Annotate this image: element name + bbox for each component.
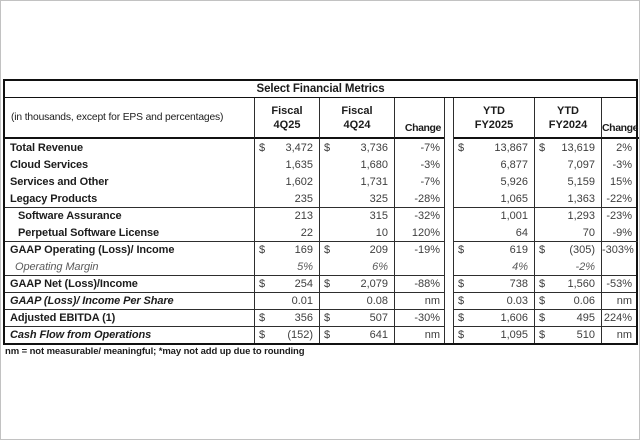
cell-fiscal-4q25 — [254, 241, 319, 258]
column-divider — [444, 139, 454, 156]
table-row — [5, 241, 636, 258]
cell-fiscal-4q25 — [254, 190, 319, 207]
column-divider — [444, 190, 454, 207]
column-divider — [444, 258, 454, 275]
header-line2: 4Q24 — [343, 118, 371, 131]
cell-fiscal-4q24 — [319, 156, 394, 173]
cell-change-ytd — [601, 258, 636, 275]
value: 356 — [294, 312, 313, 324]
column-divider — [444, 326, 454, 343]
header-line1: Fiscal — [341, 104, 373, 117]
header-line1: YTD — [483, 104, 505, 117]
cell-fiscal-4q24 — [319, 309, 394, 326]
value: 64 — [515, 226, 528, 239]
column-divider — [444, 173, 454, 190]
table-row — [5, 258, 636, 275]
cell-ytd-fy2025 — [454, 275, 534, 292]
cell-change-quarter: nm — [394, 326, 444, 343]
value: 510 — [576, 329, 595, 341]
dollar-sign: $ — [539, 295, 546, 307]
cell-fiscal-4q25 — [254, 275, 319, 292]
cell-fiscal-4q25 — [254, 173, 319, 190]
column-divider — [444, 292, 454, 309]
dollar-sign: $ — [259, 329, 266, 341]
value: 0.06 — [573, 295, 595, 307]
table-row — [5, 207, 636, 224]
cell-fiscal-4q25 — [254, 258, 319, 275]
cell-fiscal-4q25 — [254, 156, 319, 173]
cell-fiscal-4q24 — [319, 292, 394, 309]
cell-fiscal-4q24 — [319, 207, 394, 224]
value: 641 — [369, 329, 388, 341]
header-fiscal-4q25 — [254, 98, 319, 139]
column-divider — [444, 309, 454, 326]
value: 6% — [372, 260, 388, 273]
cell-ytd-fy2024 — [534, 241, 601, 258]
cell-change-quarter: -30% — [394, 309, 444, 326]
cell-fiscal-4q24 — [319, 190, 394, 207]
cell-fiscal-4q24 — [319, 275, 394, 292]
value: 1,602 — [285, 175, 313, 188]
header-line1: Fiscal — [271, 104, 303, 117]
row-label: GAAP Net (Loss)/Income — [5, 275, 254, 292]
value: 4% — [512, 260, 528, 273]
value: 1,635 — [285, 158, 313, 171]
row-label: Adjusted EBITDA (1) — [5, 309, 254, 326]
value: 1,001 — [500, 210, 528, 222]
value: 315 — [369, 210, 388, 222]
value: 1,095 — [500, 329, 528, 341]
cell-change-ytd: nm — [601, 326, 636, 343]
cell-change-ytd: -23% — [601, 207, 636, 224]
table-row — [5, 139, 636, 156]
cell-fiscal-4q25 — [254, 309, 319, 326]
cell-ytd-fy2024 — [534, 326, 601, 343]
cell-change-ytd: -22% — [601, 190, 636, 207]
value: 619 — [509, 244, 528, 256]
row-label: Cash Flow from Operations — [5, 326, 254, 343]
value: 3,472 — [285, 141, 313, 154]
cell-fiscal-4q25 — [254, 326, 319, 343]
value: 0.08 — [366, 295, 388, 307]
dollar-sign: $ — [458, 295, 465, 307]
header-ytd-fy2025 — [454, 98, 534, 139]
value: (305) — [569, 244, 595, 256]
dollar-sign: $ — [324, 141, 331, 154]
column-divider — [444, 156, 454, 173]
value: 22 — [300, 226, 313, 239]
cell-ytd-fy2025 — [454, 326, 534, 343]
value: 1,363 — [567, 192, 595, 205]
cell-fiscal-4q24 — [319, 139, 394, 156]
header-change-quarter: Change — [394, 98, 444, 139]
financial-table — [3, 79, 638, 345]
value: 3,736 — [360, 141, 388, 154]
dollar-sign: $ — [458, 329, 465, 341]
value: 254 — [294, 278, 313, 290]
dollar-sign: $ — [458, 312, 465, 324]
cell-change-ytd: 15% — [601, 173, 636, 190]
value: 213 — [294, 210, 313, 222]
cell-fiscal-4q24 — [319, 224, 394, 241]
cell-ytd-fy2025 — [454, 241, 534, 258]
cell-fiscal-4q24 — [319, 258, 394, 275]
cell-ytd-fy2025 — [454, 258, 534, 275]
value: 0.01 — [291, 295, 313, 307]
table-row — [5, 326, 636, 343]
dollar-sign: $ — [324, 278, 331, 290]
footnote: nm = not measurable/ meaningful; *may not add up due to rounding — [5, 346, 305, 357]
table-row — [5, 173, 636, 190]
table-title: Select Financial Metrics — [5, 81, 636, 98]
value: 1,560 — [567, 278, 595, 290]
column-divider — [444, 224, 454, 241]
cell-change-quarter: -88% — [394, 275, 444, 292]
header-units-note: (in thousands, except for EPS and percentages) — [5, 98, 254, 139]
value: 1,065 — [500, 192, 528, 205]
cell-fiscal-4q25 — [254, 224, 319, 241]
cell-change-ytd: -303% — [601, 241, 638, 258]
cell-change-quarter: -3% — [394, 156, 444, 173]
cell-ytd-fy2025 — [454, 190, 534, 207]
dollar-sign: $ — [324, 244, 331, 256]
header-change-ytd: Change — [601, 98, 640, 139]
cell-ytd-fy2024 — [534, 258, 601, 275]
cell-ytd-fy2024 — [534, 156, 601, 173]
row-label: GAAP (Loss)/ Income Per Share — [5, 292, 254, 309]
value: (152) — [287, 329, 313, 341]
cell-change-quarter — [394, 258, 444, 275]
value: 13,619 — [561, 141, 595, 154]
value: 70 — [582, 226, 595, 239]
cell-change-ytd: -3% — [601, 156, 636, 173]
cell-change-quarter: -7% — [394, 173, 444, 190]
table-row — [5, 156, 636, 173]
value: 6,877 — [500, 158, 528, 171]
value: 1,293 — [567, 210, 595, 222]
table-header — [5, 98, 639, 139]
cell-fiscal-4q24 — [319, 326, 394, 343]
cell-ytd-fy2024 — [534, 224, 601, 241]
cell-ytd-fy2025 — [454, 156, 534, 173]
value: 325 — [369, 192, 388, 205]
cell-change-quarter: -32% — [394, 207, 444, 224]
header-line2: FY2024 — [548, 118, 588, 131]
cell-ytd-fy2025 — [454, 309, 534, 326]
table-row — [5, 275, 636, 292]
cell-fiscal-4q25 — [254, 139, 319, 156]
value: 495 — [576, 312, 595, 324]
dollar-sign: $ — [539, 141, 546, 154]
row-label: Total Revenue — [10, 141, 84, 154]
cell-ytd-fy2024 — [534, 173, 601, 190]
dollar-sign: $ — [539, 312, 546, 324]
dollar-sign: $ — [259, 312, 266, 324]
cell-fiscal-4q24 — [319, 173, 394, 190]
header-line2: 4Q25 — [273, 118, 301, 131]
cell-change-quarter: -28% — [394, 190, 444, 207]
row-label: Operating Margin — [15, 260, 99, 273]
cell-ytd-fy2025 — [454, 224, 534, 241]
value: 0.03 — [506, 295, 528, 307]
value: 169 — [294, 244, 313, 256]
cell-change-quarter: -7% — [394, 139, 444, 156]
table-row — [5, 224, 636, 241]
value: 5,159 — [567, 175, 595, 188]
header-ytd-fy2024 — [534, 98, 601, 139]
dollar-sign: $ — [458, 244, 465, 256]
table-row — [5, 309, 636, 326]
table-row — [5, 292, 636, 309]
cell-ytd-fy2025 — [454, 173, 534, 190]
value: 10 — [375, 226, 388, 239]
table-body — [5, 139, 636, 343]
value: 738 — [509, 278, 528, 290]
row-label: Legacy Products — [10, 192, 98, 205]
header-fiscal-4q24 — [319, 98, 394, 139]
cell-ytd-fy2025 — [454, 139, 534, 156]
row-label: Services and Other — [10, 175, 109, 188]
cell-fiscal-4q25 — [254, 292, 319, 309]
value: 1,731 — [360, 175, 388, 188]
dollar-sign: $ — [458, 141, 465, 154]
cell-ytd-fy2025 — [454, 292, 534, 309]
column-divider — [444, 207, 454, 224]
cell-ytd-fy2024 — [534, 190, 601, 207]
value: 209 — [369, 244, 388, 256]
cell-change-ytd: -9% — [601, 224, 636, 241]
row-label: Perpetual Software License — [18, 226, 160, 239]
value: 1,606 — [500, 312, 528, 324]
value: 1,680 — [360, 158, 388, 171]
value: 5% — [297, 260, 313, 273]
cell-change-quarter: 120% — [394, 224, 444, 241]
cell-change-ytd: 2% — [601, 139, 636, 156]
cell-ytd-fy2024 — [534, 207, 601, 224]
dollar-sign: $ — [458, 278, 465, 290]
header-line2: FY2025 — [474, 118, 514, 131]
table-row — [5, 190, 636, 207]
cell-change-ytd: -53% — [601, 275, 636, 292]
row-label: GAAP Operating (Loss)/ Income — [5, 241, 254, 258]
value: 5,926 — [500, 175, 528, 188]
dollar-sign: $ — [539, 278, 546, 290]
dollar-sign: $ — [259, 278, 266, 290]
dollar-sign: $ — [259, 244, 266, 256]
dollar-sign: $ — [259, 141, 266, 154]
dollar-sign: $ — [324, 329, 331, 341]
value: 507 — [369, 312, 388, 324]
value: 235 — [294, 192, 313, 205]
cell-change-quarter: nm — [394, 292, 444, 309]
header-line1: YTD — [557, 104, 579, 117]
value: 2,079 — [360, 278, 388, 290]
row-label: Cloud Services — [10, 158, 89, 171]
value: 13,867 — [494, 141, 528, 154]
cell-change-ytd: 224% — [601, 309, 636, 326]
cell-ytd-fy2024 — [534, 292, 601, 309]
value: 7,097 — [567, 158, 595, 171]
cell-ytd-fy2025 — [454, 207, 534, 224]
dollar-sign: $ — [539, 329, 546, 341]
dollar-sign: $ — [539, 244, 546, 256]
dollar-sign: $ — [324, 312, 331, 324]
column-divider — [444, 241, 454, 258]
column-divider — [444, 275, 454, 292]
cell-ytd-fy2024 — [534, 139, 601, 156]
cell-change-quarter: -19% — [394, 241, 444, 258]
cell-ytd-fy2024 — [534, 275, 601, 292]
cell-change-ytd: nm — [601, 292, 636, 309]
cell-fiscal-4q25 — [254, 207, 319, 224]
row-label: Software Assurance — [5, 207, 254, 224]
cell-fiscal-4q24 — [319, 241, 394, 258]
column-divider — [444, 98, 454, 139]
cell-ytd-fy2024 — [534, 309, 601, 326]
value: -2% — [575, 260, 595, 273]
